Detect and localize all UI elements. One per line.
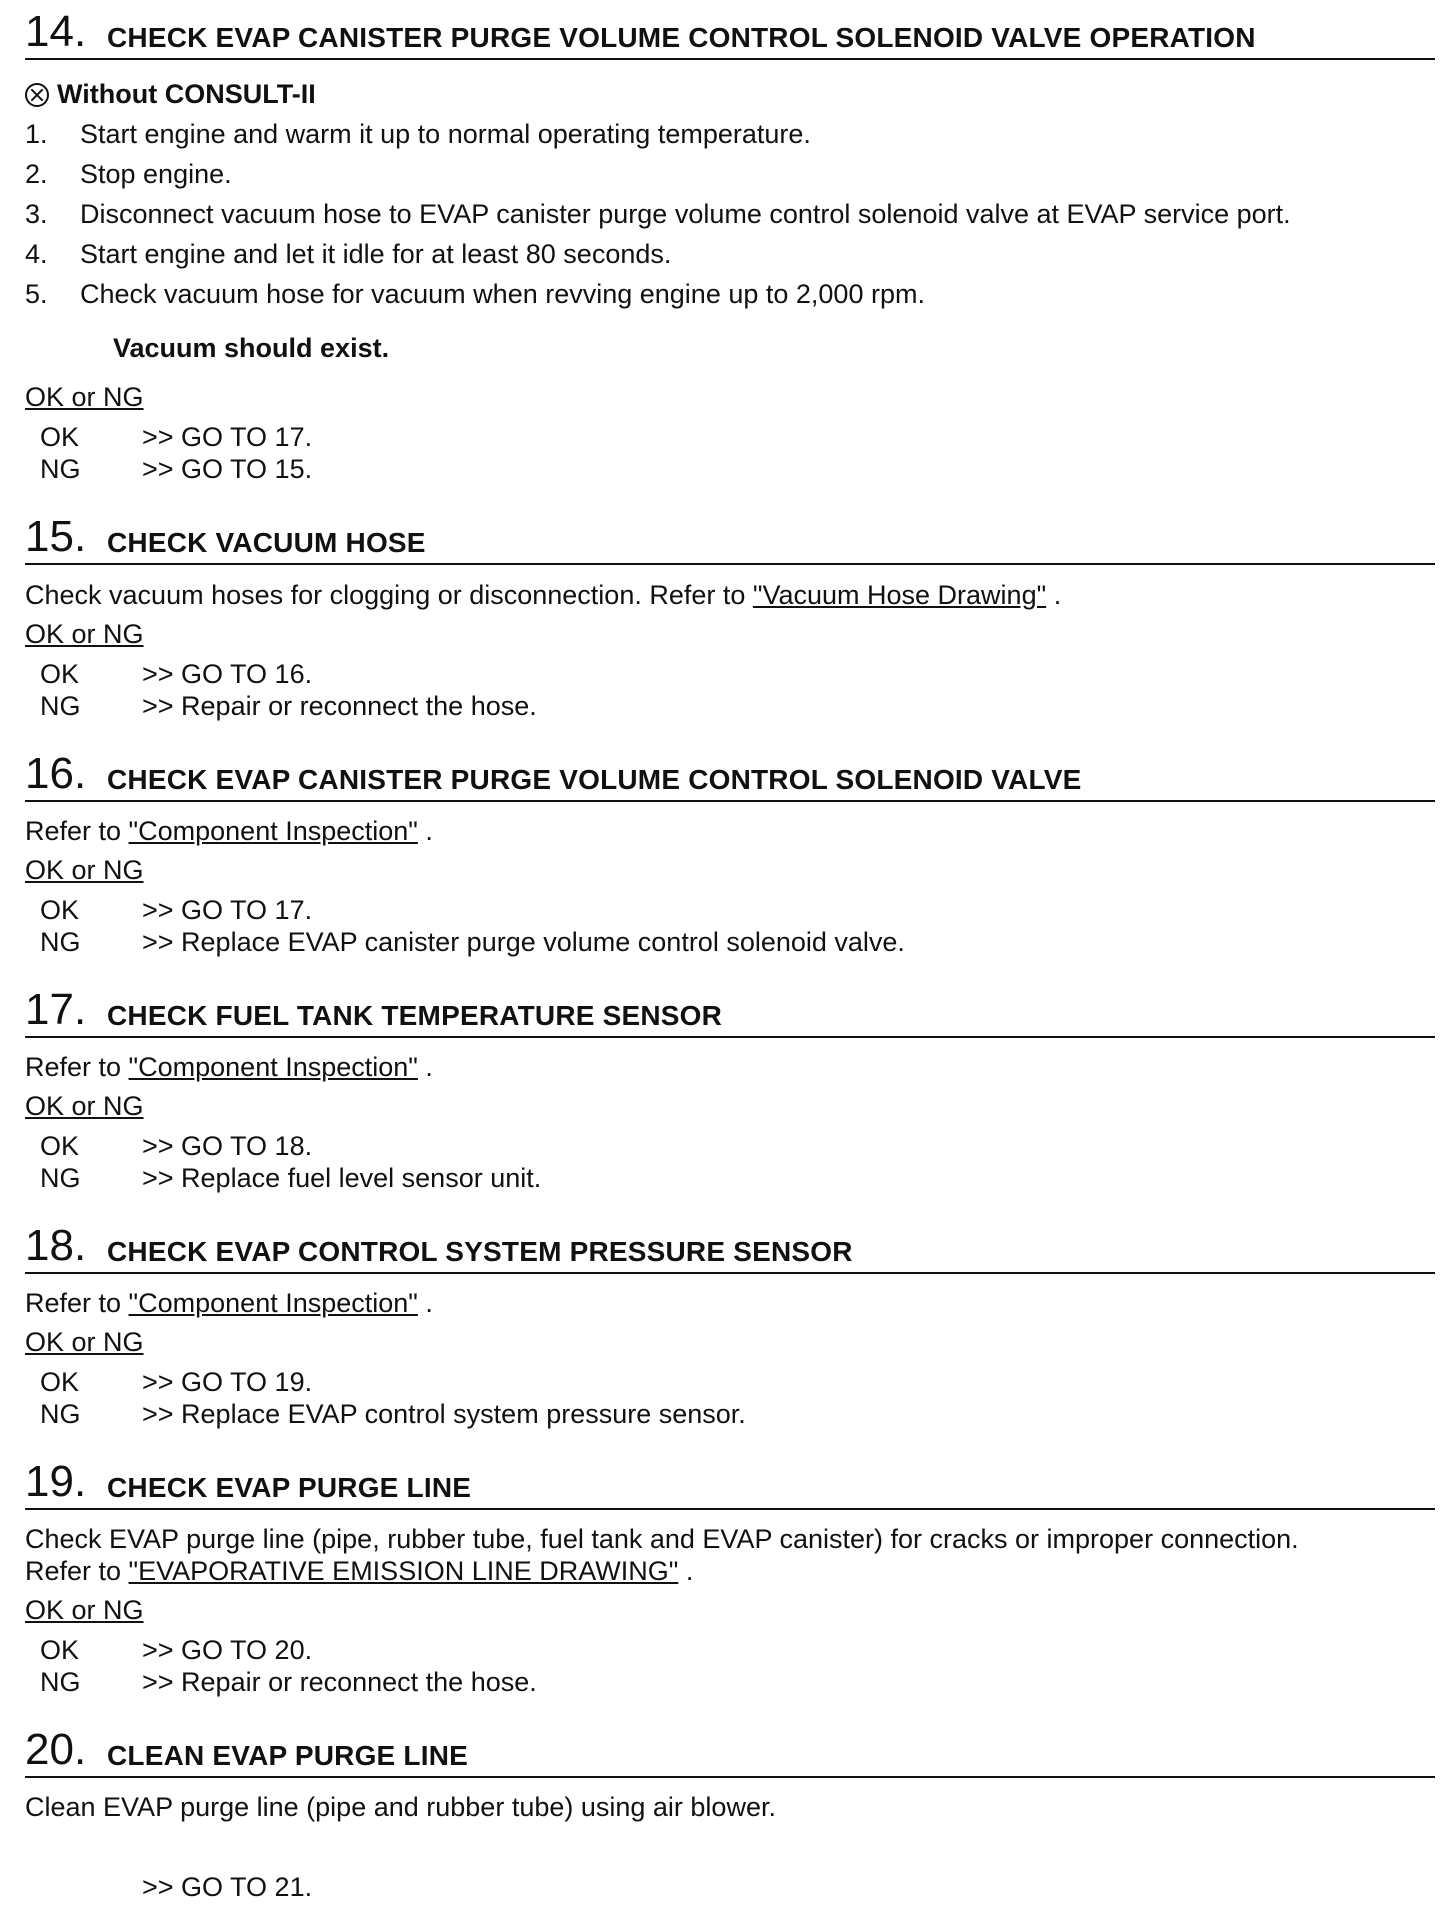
ok-action: >> GO TO 18.	[142, 1131, 313, 1161]
section-divider	[25, 800, 1435, 802]
section-number: 19.	[25, 1457, 87, 1506]
step-text: Check vacuum hose for vacuum when revving engine up to 2,000 rpm.	[80, 279, 925, 309]
section-body	[25, 1555, 693, 1587]
ok-ng-heading: OK or NG	[25, 855, 144, 885]
ok-action: >> GO TO 20.	[142, 1635, 313, 1665]
ok-action: >> GO TO 17.	[142, 422, 313, 452]
ng-action: >> GO TO 15.	[142, 454, 313, 484]
section-divider	[25, 563, 1435, 565]
ok-label: OK	[40, 895, 80, 925]
section-19-header	[25, 1450, 1435, 1510]
section-title: CHECK EVAP CONTROL SYSTEM PRESSURE SENSOR	[107, 1236, 853, 1267]
vacuum-hose-drawing-link[interactable]: "Vacuum Hose Drawing"	[752, 580, 1047, 610]
section-title: CHECK EVAP CANISTER PURGE VOLUME CONTROL SOLENOID VALVE OPERATION	[107, 22, 1256, 53]
component-inspection-link[interactable]: "Component Inspection"	[128, 816, 418, 846]
step-number: 4.	[25, 239, 48, 269]
ok-label: OK	[40, 1635, 80, 1665]
section-number: 14.	[25, 7, 87, 56]
ng-action: >> Repair or reconnect the hose.	[142, 691, 537, 721]
ok-action: >> GO TO 17.	[142, 895, 313, 925]
ng-action: >> Repair or reconnect the hose.	[142, 1667, 537, 1697]
section-title: CHECK EVAP PURGE LINE	[107, 1472, 472, 1503]
section-divider	[25, 1272, 1435, 1274]
body-text-end: .	[1046, 580, 1062, 610]
section-body	[25, 1287, 433, 1319]
ng-label: NG	[40, 1399, 81, 1429]
body-text-end: .	[417, 1052, 433, 1082]
step-number: 5.	[25, 279, 48, 309]
ok-label: OK	[40, 659, 80, 689]
ng-label: NG	[40, 1667, 81, 1697]
ng-label: NG	[40, 454, 81, 484]
body-text: Refer to	[25, 1052, 129, 1082]
ok-action: >> GO TO 19.	[142, 1367, 313, 1397]
section-18-header	[25, 1214, 1435, 1274]
section-number: 20.	[25, 1725, 87, 1774]
ok-ng-heading: OK or NG	[25, 619, 144, 649]
ng-action: >> Replace EVAP control system pressure sensor.	[142, 1399, 746, 1429]
section-number: 16.	[25, 749, 87, 798]
step-number: 2.	[25, 159, 48, 189]
section-body: Clean EVAP purge line (pipe and rubber tube) using air blower.	[25, 1792, 776, 1822]
body-text: Refer to	[25, 1556, 129, 1586]
no-consult-icon	[25, 83, 49, 107]
body-text: Refer to	[25, 816, 129, 846]
ok-ng-heading: OK or NG	[25, 1595, 144, 1625]
section-title: CHECK VACUUM HOSE	[107, 527, 426, 558]
spec-value: Vacuum should exist.	[113, 333, 390, 363]
ok-label: OK	[40, 1367, 80, 1397]
section-number: 18.	[25, 1221, 87, 1270]
mode-label-text: Without CONSULT-II	[57, 79, 316, 109]
ng-label: NG	[40, 1163, 81, 1193]
ok-ng-heading: OK or NG	[25, 1091, 144, 1121]
ok-label: OK	[40, 1131, 80, 1161]
body-text: Refer to	[25, 1288, 129, 1318]
component-inspection-link[interactable]: "Component Inspection"	[128, 1052, 418, 1082]
steps-list	[25, 118, 1435, 309]
ng-label: NG	[40, 927, 81, 957]
ng-action: >> Replace EVAP canister purge volume control solenoid valve.	[142, 927, 905, 957]
section-divider	[25, 1776, 1435, 1778]
ok-ng-heading: OK or NG	[25, 382, 144, 412]
section-16-header	[25, 742, 1435, 802]
section-17-header	[25, 978, 1435, 1038]
ok-label: OK	[40, 422, 80, 452]
ok-ng-heading: OK or NG	[25, 1327, 144, 1357]
section-body	[25, 579, 1061, 611]
body-text-end: .	[417, 1288, 433, 1318]
step-text: Start engine and let it idle for at least 80 seconds.	[80, 239, 672, 269]
section-divider	[25, 1508, 1435, 1510]
section-15-header	[25, 505, 1435, 565]
ok-action: >> GO TO 16.	[142, 659, 313, 689]
section-body	[25, 815, 433, 847]
step-number: 1.	[25, 119, 48, 149]
body-text-end: .	[417, 816, 433, 846]
body-text: Check vacuum hoses for clogging or disconnection. Refer to	[25, 580, 753, 610]
goto-action: >> GO TO 21.	[142, 1872, 313, 1902]
ng-label: NG	[40, 691, 81, 721]
section-20-header	[25, 1718, 1435, 1778]
section-body-line: Check EVAP purge line (pipe, rubber tube, fuel tank and EVAP canister) for cracks or improper connection.	[25, 1524, 1299, 1554]
section-number: 15.	[25, 512, 87, 561]
step-text: Disconnect vacuum hose to EVAP canister purge volume control solenoid valve at EVAP service port.	[80, 199, 1291, 229]
section-divider	[25, 1036, 1435, 1038]
body-text-end: .	[678, 1556, 694, 1586]
ng-action: >> Replace fuel level sensor unit.	[142, 1163, 542, 1193]
section-body	[25, 1051, 433, 1083]
section-title: CHECK FUEL TANK TEMPERATURE SENSOR	[107, 1000, 723, 1031]
section-divider	[25, 58, 1435, 60]
component-inspection-link[interactable]: "Component Inspection"	[128, 1288, 418, 1318]
section-title: CLEAN EVAP PURGE LINE	[107, 1740, 468, 1771]
step-number: 3.	[25, 199, 48, 229]
section-14-header	[25, 0, 1435, 60]
evaporative-emission-line-drawing-link[interactable]: "EVAPORATIVE EMISSION LINE DRAWING"	[128, 1556, 679, 1586]
step-text: Start engine and warm it up to normal operating temperature.	[80, 119, 811, 149]
section-number: 17.	[25, 985, 87, 1034]
section-title: CHECK EVAP CANISTER PURGE VOLUME CONTROL SOLENOID VALVE	[107, 764, 1082, 795]
consult-mode-label	[25, 78, 316, 110]
step-text: Stop engine.	[80, 159, 232, 189]
